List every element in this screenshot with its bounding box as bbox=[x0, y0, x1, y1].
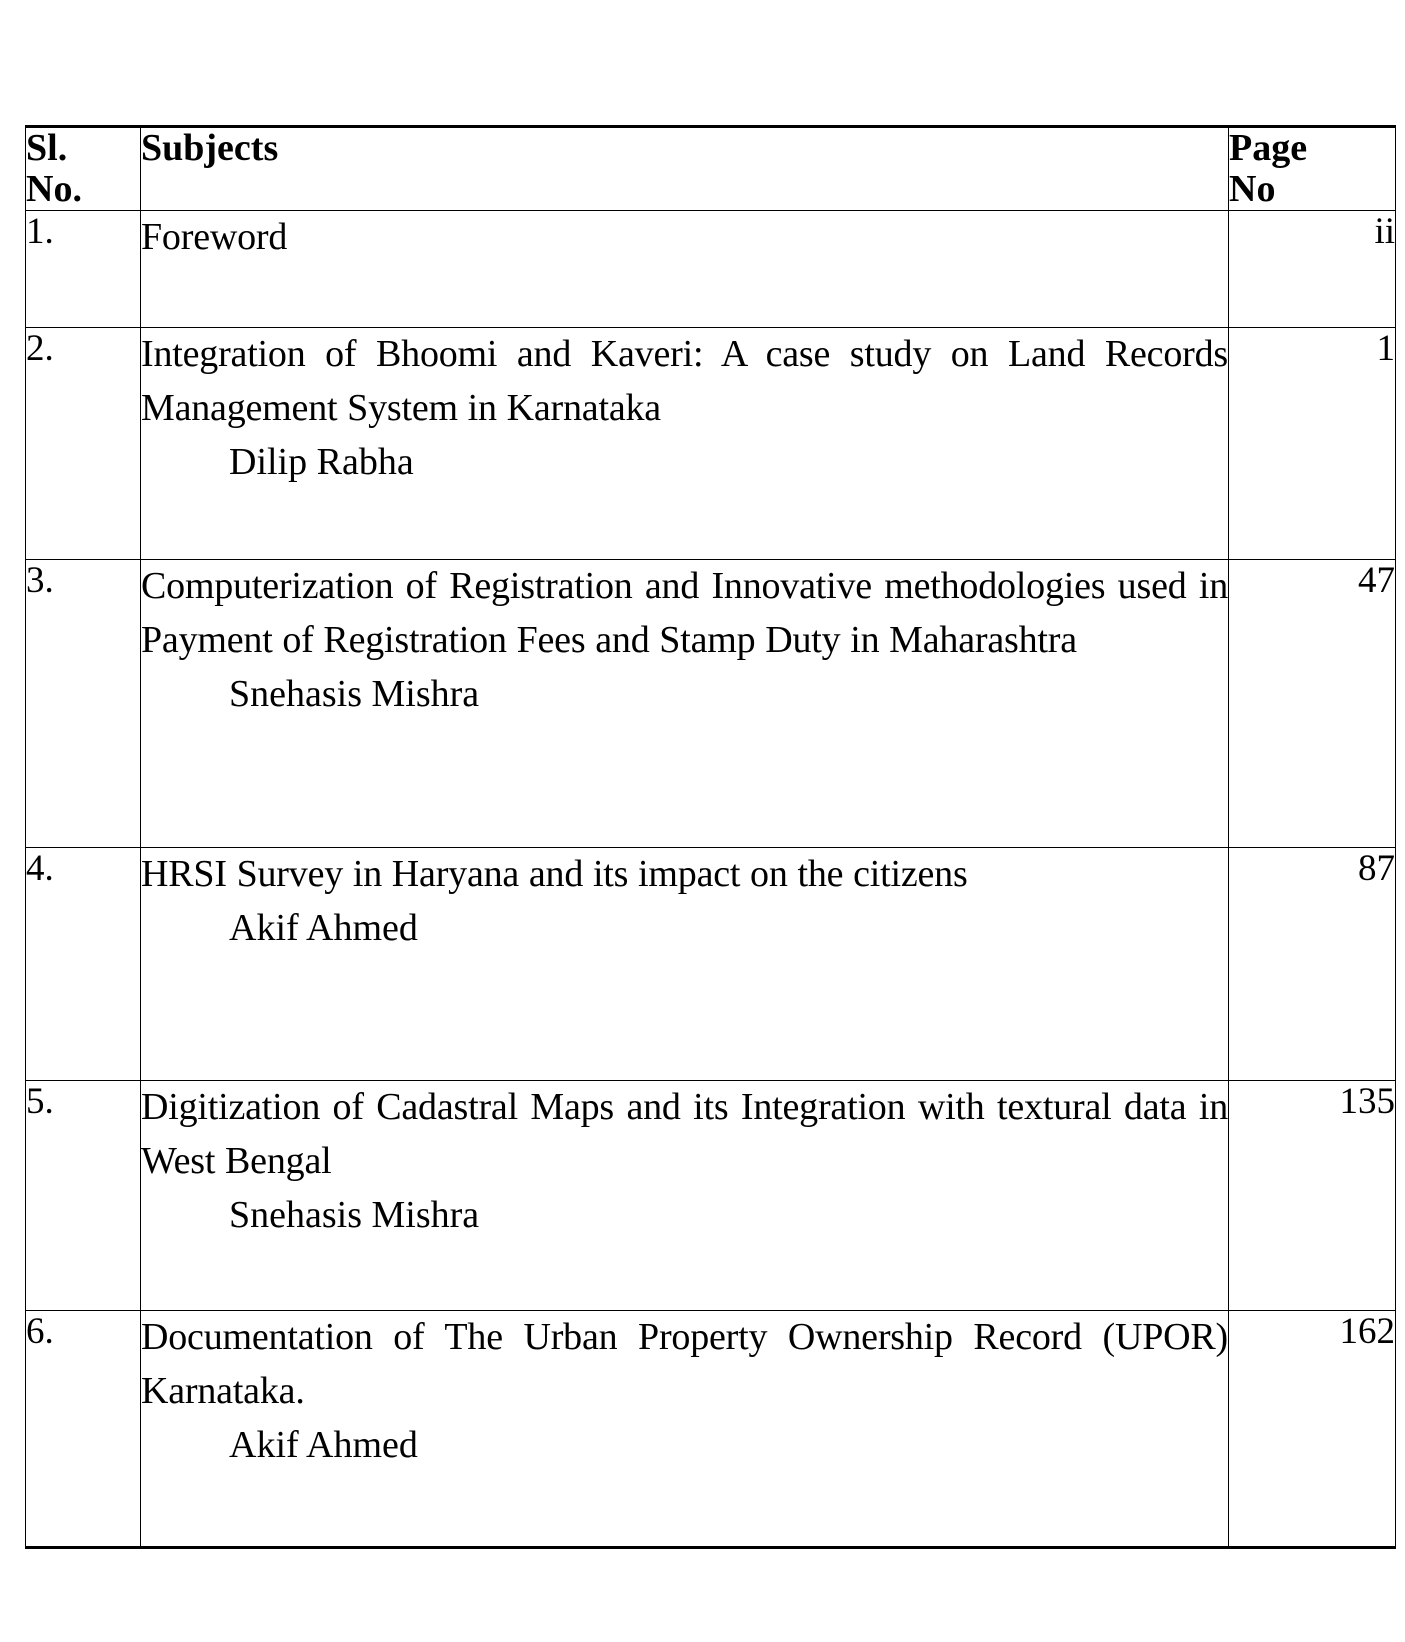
row-page-number: 1 bbox=[1229, 328, 1396, 560]
entry-title: HRSI Survey in Haryana and its impact on the citizens bbox=[141, 853, 968, 896]
row-page-number: 87 bbox=[1229, 848, 1396, 1081]
table-row bbox=[26, 211, 1396, 328]
table-row bbox=[26, 1311, 1396, 1548]
row-subject bbox=[141, 848, 1229, 1081]
sl-no-line-1: Sl. bbox=[26, 127, 68, 169]
row-subject bbox=[141, 560, 1229, 848]
table-row bbox=[26, 328, 1396, 560]
row-subject bbox=[141, 1311, 1229, 1548]
row-subject bbox=[141, 328, 1229, 560]
header-row bbox=[26, 127, 1396, 211]
page-no-line-2: No bbox=[1229, 168, 1276, 211]
row-page-number: 162 bbox=[1229, 1311, 1396, 1548]
table-row bbox=[26, 1081, 1396, 1311]
entry-author: Dilip Rabha bbox=[229, 440, 414, 483]
sl-no-line-2: No. bbox=[26, 168, 82, 211]
row-page-number: 135 bbox=[1229, 1081, 1396, 1311]
row-page-number: 47 bbox=[1229, 560, 1396, 848]
row-subject bbox=[141, 1081, 1229, 1311]
row-subject bbox=[141, 211, 1229, 328]
row-sl-no: 2. bbox=[26, 328, 141, 560]
entry-title: Computerization of Registration and Innovative methodologies used in Payment of Registration Fees and Stamp Duty in Maharashtra bbox=[141, 565, 1228, 662]
row-page-number: ii bbox=[1229, 211, 1396, 328]
entry-author: Snehasis Mishra bbox=[229, 672, 480, 715]
row-sl-no: 1. bbox=[26, 211, 141, 328]
table-row bbox=[26, 560, 1396, 848]
row-sl-no: 3. bbox=[26, 560, 141, 848]
column-header-page-no bbox=[1229, 127, 1396, 211]
table-row bbox=[26, 848, 1396, 1081]
table-of-contents-table bbox=[25, 125, 1396, 1549]
entry-author: Snehasis Mishra bbox=[229, 1193, 480, 1236]
column-header-sl-no bbox=[26, 127, 141, 211]
entry-author: Akif Ahmed bbox=[229, 1423, 418, 1466]
page-no-line-1: Page bbox=[1229, 127, 1308, 169]
entry-title: Digitization of Cadastral Maps and its Integration with textural data in West Bengal bbox=[141, 1086, 1228, 1183]
table-header bbox=[26, 127, 1396, 211]
table-body bbox=[26, 211, 1396, 1548]
entry-author: Akif Ahmed bbox=[229, 907, 418, 950]
row-sl-no: 6. bbox=[26, 1311, 141, 1548]
column-header-subjects bbox=[141, 127, 1229, 211]
entry-title: Documentation of The Urban Property Ownership Record (UPOR) Karnataka. bbox=[141, 1316, 1228, 1413]
entry-title: Integration of Bhoomi and Kaveri: A case study on Land Records Management System in Karnataka bbox=[141, 333, 1228, 430]
subjects-label: Subjects bbox=[141, 127, 279, 169]
row-sl-no: 4. bbox=[26, 848, 141, 1081]
row-sl-no: 5. bbox=[26, 1081, 141, 1311]
entry-title: Foreword bbox=[141, 216, 288, 259]
